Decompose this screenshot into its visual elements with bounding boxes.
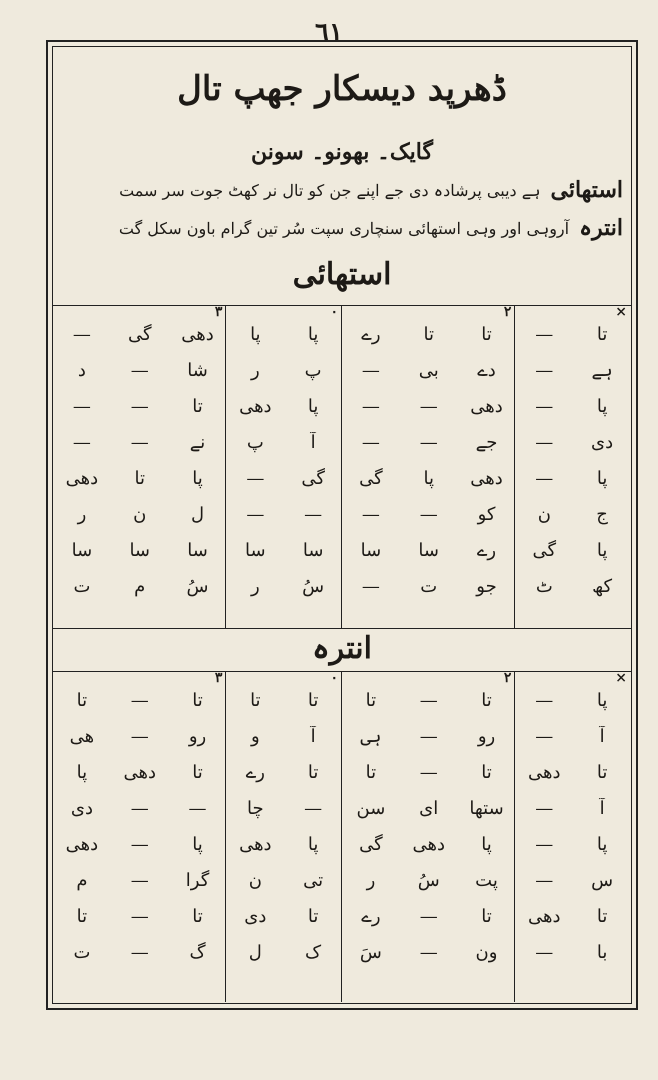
notation-cell: دے bbox=[477, 359, 496, 381]
notation-cell: ت bbox=[73, 941, 91, 963]
notation-cell: کھ bbox=[592, 575, 613, 597]
notation-cell: — bbox=[535, 833, 554, 855]
notation-cell: س bbox=[591, 869, 614, 891]
notation-cell: سُ bbox=[186, 575, 209, 597]
notation-cell: تا bbox=[365, 689, 377, 711]
notation-cell: ن bbox=[248, 869, 262, 891]
notation-cell: دھی bbox=[123, 761, 156, 783]
notation-cell: سُ bbox=[417, 869, 440, 891]
notation-cell: — bbox=[246, 467, 265, 489]
notation-cell: — bbox=[419, 761, 438, 783]
notation-cell: تا bbox=[76, 689, 88, 711]
vibhag-divider bbox=[341, 306, 343, 628]
notation-cell: — bbox=[130, 689, 149, 711]
section2-title: انترہ bbox=[312, 631, 372, 666]
notation-row bbox=[53, 754, 631, 790]
notation-cell: تا bbox=[76, 905, 88, 927]
notation-cell: — bbox=[130, 797, 149, 819]
notation-cell: پا bbox=[596, 467, 608, 489]
notation-cell: — bbox=[535, 869, 554, 891]
notation-cell: — bbox=[419, 941, 438, 963]
notation-row bbox=[53, 460, 631, 496]
notation-cell: ہی bbox=[360, 725, 382, 747]
notation-cell: رو bbox=[188, 725, 207, 747]
notation-cell: تا bbox=[307, 905, 319, 927]
notation-cell: گی bbox=[359, 833, 383, 855]
notation-cell: تا bbox=[134, 467, 145, 489]
notation-cell: ک bbox=[305, 941, 322, 963]
notation-cell: دی bbox=[70, 797, 93, 819]
notation-row bbox=[53, 424, 631, 460]
notation-cell: پا bbox=[307, 323, 319, 345]
notation-cell: چا bbox=[247, 797, 264, 819]
notation-cell: ر bbox=[77, 503, 87, 525]
notation-cell: پا bbox=[250, 323, 261, 345]
notation-cell: د bbox=[77, 359, 86, 381]
notation-cell: — bbox=[535, 941, 554, 963]
notation-cell: پا bbox=[76, 761, 88, 783]
notation-cell: تا bbox=[596, 905, 608, 927]
tala-mark: ٢ bbox=[503, 670, 512, 686]
notation-cell: — bbox=[72, 323, 91, 345]
notation-cell: — bbox=[535, 395, 554, 417]
vibhag-divider bbox=[225, 306, 227, 628]
notation-cell: جے bbox=[475, 431, 498, 453]
notation-cell: — bbox=[419, 905, 438, 927]
notation-cell: گی bbox=[127, 323, 152, 345]
notation-cell: — bbox=[361, 431, 380, 453]
notation-row bbox=[53, 316, 631, 352]
notation-row bbox=[53, 790, 631, 826]
section2-header bbox=[53, 628, 631, 672]
notation-cell: رے bbox=[361, 323, 381, 345]
notation-cell: پا bbox=[481, 833, 492, 855]
notation-cell: — bbox=[304, 797, 323, 819]
notation-cell: — bbox=[419, 503, 438, 525]
notation-cell: سا bbox=[71, 539, 93, 561]
notation-cell: دھی bbox=[181, 323, 214, 345]
notation-cell: — bbox=[304, 503, 323, 525]
notation-cell: پ bbox=[304, 359, 322, 381]
singer-line: گایک۔ بھونو۔ سونن bbox=[251, 139, 433, 165]
notation-cell: گی bbox=[359, 467, 383, 489]
notation-cell: — bbox=[419, 725, 438, 747]
notation-cell: جو bbox=[476, 575, 497, 597]
notation-cell: دھی bbox=[528, 761, 561, 783]
notation-row bbox=[53, 388, 631, 424]
vibhag-divider bbox=[514, 306, 516, 628]
notation-cell: م bbox=[76, 869, 88, 891]
notation-cell: ت bbox=[73, 575, 91, 597]
notation-cell: کو bbox=[477, 503, 496, 525]
notation-cell: — bbox=[130, 833, 149, 855]
notation-cell: آ bbox=[599, 725, 605, 747]
notation-row bbox=[53, 496, 631, 532]
notation-cell: پت bbox=[475, 869, 498, 891]
notation-cell: سا bbox=[187, 539, 208, 561]
notation-cell: دھی bbox=[65, 467, 99, 489]
notation-row bbox=[53, 682, 631, 718]
notation-cell: — bbox=[535, 725, 554, 747]
notation-cell: ر bbox=[250, 359, 260, 381]
notation-cell: تا bbox=[365, 761, 377, 783]
notation-cell: — bbox=[130, 725, 149, 747]
notation-cell: دھی bbox=[412, 833, 445, 855]
notation-cell: تا bbox=[596, 761, 608, 783]
notation-cell: دھی bbox=[528, 905, 561, 927]
vibhag-divider bbox=[514, 672, 516, 1002]
notation-cell: سا bbox=[418, 539, 439, 561]
antra-label: انترہ bbox=[579, 215, 623, 241]
notation-cell: ت bbox=[420, 575, 438, 597]
notation-cell: تی bbox=[303, 869, 324, 891]
composition-title: ڈھرپد دیسکار جھپ تال bbox=[177, 69, 507, 109]
tala-mark: × bbox=[615, 670, 627, 686]
antra-lyrics-line bbox=[61, 215, 623, 241]
tala-mark: ٠ bbox=[330, 304, 338, 320]
notation-cell: تا bbox=[596, 323, 608, 345]
notation-cell: گرا bbox=[185, 869, 210, 891]
notation-cell: ای bbox=[419, 797, 439, 819]
notation-cell: — bbox=[246, 503, 265, 525]
notation-row bbox=[53, 718, 631, 754]
notation-cell: رو bbox=[477, 725, 496, 747]
notation-cell: دھی bbox=[65, 833, 99, 855]
notation-cell: نے bbox=[189, 431, 206, 453]
notation-cell: دی bbox=[244, 905, 267, 927]
notation-cell: پا bbox=[596, 689, 608, 711]
notation-cell: ون bbox=[475, 941, 498, 963]
notation-cell: سن bbox=[356, 797, 386, 819]
notation-cell: دھی bbox=[239, 395, 272, 417]
tala-mark: × bbox=[615, 304, 627, 320]
notation-cell: دی bbox=[591, 431, 614, 453]
notation-cell: پا bbox=[307, 395, 319, 417]
tala-mark: ٢ bbox=[503, 304, 512, 320]
notation-cell: سا bbox=[129, 539, 151, 561]
notation-cell: گی bbox=[532, 539, 557, 561]
tala-mark: ٣ bbox=[214, 670, 223, 686]
notation-cell: سَ bbox=[359, 941, 382, 963]
content-frame bbox=[52, 46, 632, 1004]
notation-cell: — bbox=[535, 431, 554, 453]
sthayi-lyrics-line bbox=[61, 177, 623, 203]
notation-cell: پا bbox=[192, 467, 203, 489]
notation-cell: — bbox=[535, 689, 554, 711]
notation-cell: تا bbox=[250, 689, 261, 711]
notation-cell: گ bbox=[189, 941, 206, 963]
notation-cell: ج bbox=[596, 503, 608, 525]
notation-cell: ر bbox=[250, 575, 260, 597]
sthayi-text: ہے دیبی پرشادہ دی جے اپنے جن کو تال نر کھٹ جوت سر سمت bbox=[119, 180, 541, 200]
notation-cell: ن bbox=[133, 503, 147, 525]
notation-cell: بی bbox=[418, 359, 439, 381]
notation-cell: و bbox=[250, 725, 260, 747]
notation-cell: — bbox=[72, 431, 91, 453]
notation-cell: پا bbox=[423, 467, 434, 489]
notation-cell: پا bbox=[596, 539, 608, 561]
notation-cell: ٹ bbox=[535, 575, 553, 597]
notation-cell: — bbox=[130, 905, 149, 927]
notation-cell: آ bbox=[599, 797, 605, 819]
notation-cell: تا bbox=[423, 323, 434, 345]
notation-row bbox=[53, 352, 631, 388]
notation-cell: ر bbox=[366, 869, 376, 891]
notation-cell: — bbox=[361, 575, 380, 597]
notation-cell: رے bbox=[476, 539, 497, 561]
page-number: ٦١ bbox=[315, 18, 343, 48]
notation-row bbox=[53, 898, 631, 934]
notation-cell: ن bbox=[537, 503, 551, 525]
notation-cell: — bbox=[130, 359, 149, 381]
notation-cell: تا bbox=[307, 689, 319, 711]
notation-cell: تا bbox=[307, 761, 319, 783]
notation-cell: — bbox=[130, 941, 149, 963]
vibhag-divider bbox=[225, 672, 227, 1002]
notation-cell: — bbox=[419, 431, 438, 453]
notation-cell: ہے bbox=[591, 359, 613, 381]
section1-title: استھائی bbox=[292, 257, 392, 292]
notation-cell: — bbox=[130, 431, 149, 453]
notation-cell: تا bbox=[481, 323, 492, 345]
notation-row bbox=[53, 826, 631, 862]
notation-cell: ستھا bbox=[469, 797, 504, 819]
notation-cell: پا bbox=[192, 833, 203, 855]
notation-cell: — bbox=[535, 797, 554, 819]
tala-mark: ٠ bbox=[330, 670, 338, 686]
notation-cell: دھی bbox=[239, 833, 272, 855]
antra-notation-table bbox=[53, 672, 631, 1002]
notation-cell: شا bbox=[187, 359, 208, 381]
notation-row bbox=[53, 862, 631, 898]
notation-cell: — bbox=[72, 395, 91, 417]
notation-cell: — bbox=[535, 467, 554, 489]
notation-cell: پا bbox=[307, 833, 319, 855]
notation-cell: ل bbox=[248, 941, 262, 963]
notation-cell: گی bbox=[301, 467, 325, 489]
notation-cell: — bbox=[130, 869, 149, 891]
notation-cell: تا bbox=[481, 761, 492, 783]
notation-cell: — bbox=[361, 503, 380, 525]
notation-cell: رے bbox=[361, 905, 381, 927]
notation-cell: دھی bbox=[470, 395, 503, 417]
notation-cell: دھی bbox=[470, 467, 503, 489]
antra-text: آروہی اور وہی استھائی سنچاری سپت سُر تین گرام باون سکل گت bbox=[118, 218, 570, 238]
tala-mark: ٣ bbox=[214, 304, 223, 320]
notation-cell: با bbox=[596, 941, 608, 963]
notation-cell: تا bbox=[192, 689, 203, 711]
notation-cell: پا bbox=[596, 395, 608, 417]
notation-cell: آ bbox=[310, 725, 316, 747]
notation-cell: پ bbox=[246, 431, 264, 453]
notation-cell: ھی bbox=[69, 725, 95, 747]
notation-cell: آ bbox=[310, 431, 316, 453]
notation-cell: — bbox=[419, 689, 438, 711]
notation-cell: — bbox=[419, 395, 438, 417]
notation-cell: تا bbox=[192, 761, 203, 783]
vibhag-divider bbox=[341, 672, 343, 1002]
notation-cell: سا bbox=[360, 539, 382, 561]
notation-cell: — bbox=[535, 359, 554, 381]
notation-cell: سا bbox=[245, 539, 266, 561]
notation-cell: — bbox=[361, 395, 380, 417]
notation-cell: پا bbox=[596, 833, 608, 855]
notation-cell: تا bbox=[481, 905, 492, 927]
notation-cell: تا bbox=[192, 395, 203, 417]
notation-cell: ل bbox=[190, 503, 205, 525]
notation-row bbox=[53, 934, 631, 970]
notation-cell: م bbox=[134, 575, 146, 597]
notation-cell: — bbox=[535, 323, 554, 345]
notation-row bbox=[53, 568, 631, 604]
notation-cell: — bbox=[188, 797, 207, 819]
notation-cell: — bbox=[361, 359, 380, 381]
header bbox=[53, 47, 631, 305]
notation-cell: رے bbox=[245, 761, 265, 783]
sthayi-notation-table bbox=[53, 306, 631, 628]
notation-cell: سا bbox=[302, 539, 324, 561]
notation-row bbox=[53, 532, 631, 568]
notation-cell: سُ bbox=[302, 575, 325, 597]
notation-cell: تا bbox=[192, 905, 203, 927]
notation-cell: تا bbox=[481, 689, 492, 711]
notation-cell: — bbox=[130, 395, 149, 417]
sthayi-label: استھائی bbox=[550, 177, 623, 203]
